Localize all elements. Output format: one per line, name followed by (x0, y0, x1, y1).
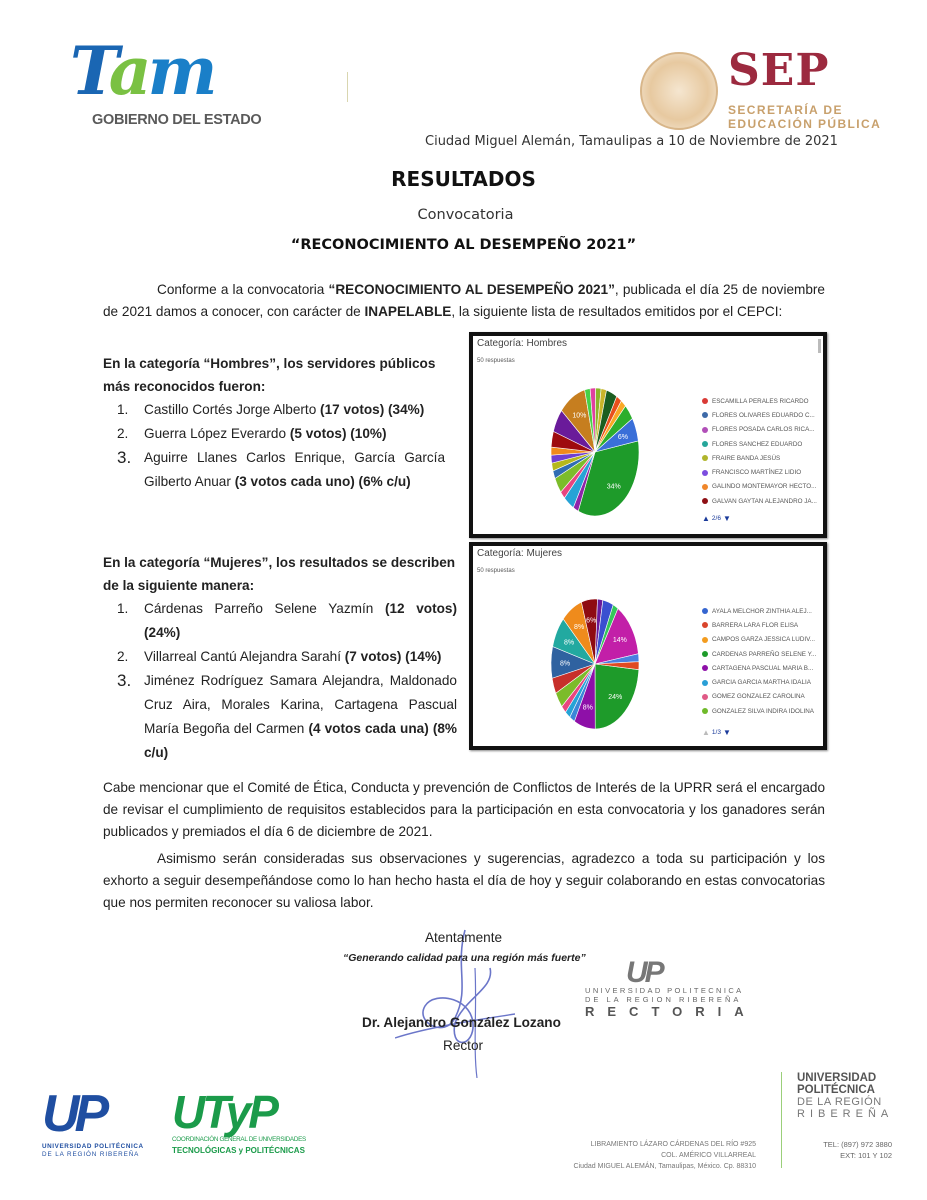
intro-text: , publicada el día 25 de noviembre de 2021 damos a conocer, con carácter de (103, 282, 825, 319)
chart-legend (702, 394, 817, 508)
footer-divider (781, 1072, 782, 1168)
legend-color-dot-icon (702, 398, 708, 404)
list-number: 2. (117, 426, 129, 441)
legend-pager (702, 728, 731, 737)
legend-color-dot-icon (702, 622, 708, 628)
chart-title: Categoría: Mujeres (477, 548, 563, 559)
university-line: UNIVERSIDAD (797, 1072, 877, 1084)
list-item (117, 446, 445, 494)
legend-label: GOMEZ GONZALEZ CAROLINA (712, 693, 805, 701)
subtitle (0, 207, 927, 223)
legend-prev-button[interactable]: ▲ (702, 728, 710, 737)
candidate-name: Cárdenas Parreño Selene Yazmín (144, 601, 385, 616)
address-line: COL. AMÉRICO VILLARREAL (661, 1152, 756, 1159)
legend-label: GONZALEZ SILVA INDIRA IDOLINA (712, 707, 814, 715)
list-item (117, 669, 457, 765)
list-number: 3. (117, 671, 132, 690)
legend-item[interactable] (702, 704, 816, 718)
legend-label: GALINDO MONTEMAYOR HECTO... (712, 483, 817, 491)
rector-name: Dr. Alejandro González Lozano (362, 1015, 561, 1030)
legend-item[interactable] (702, 465, 817, 479)
legend-item[interactable] (702, 494, 817, 508)
page-title-text: RESULTADOS (391, 167, 536, 191)
legend-label: ESCAMILLA PERALES RICARDO (712, 397, 809, 405)
subtitle-text: Convocatoria (417, 207, 514, 223)
university-wordmark (797, 1072, 893, 1120)
legend-label: FLORES POSADA CARLOS RICA... (712, 426, 815, 434)
legend-color-dot-icon (702, 427, 708, 433)
legend-item[interactable] (702, 618, 816, 632)
list-number: 1. (117, 402, 129, 417)
pie-slice-label: 8% (582, 704, 593, 712)
legend-item[interactable] (702, 423, 817, 437)
legend-label: BARRERA LARA FLOR ELISA (712, 621, 799, 629)
sep-logo-acronym: SEP (728, 45, 830, 96)
legend-item[interactable] (702, 408, 817, 422)
category-women (103, 551, 457, 765)
legend-label: CARDENAS PARREÑO SELENE Y... (712, 650, 817, 658)
address-line: LIBRAMIENTO LÁZARO CÁRDENAS DEL RÍO #925 (590, 1141, 756, 1148)
list-item (117, 597, 457, 645)
stamp-line: DE LA REGION RIBEREÑA (585, 995, 742, 1004)
phone-line: TEL: (897) 972 3880 (823, 1140, 892, 1149)
logo-letter: T (70, 32, 109, 110)
pie-slice-label: 6% (617, 434, 629, 442)
legend-color-dot-icon (702, 694, 708, 700)
pie-slice-label: 6% (586, 617, 597, 625)
stamp-logo-text: UP (626, 956, 662, 989)
footer-phone (808, 1139, 892, 1161)
sep-logo-line: SECRETARÍA DE (728, 103, 843, 117)
legend-next-button[interactable]: ▼ (722, 514, 731, 523)
list-number: 2. (117, 649, 129, 664)
legend-color-dot-icon (702, 455, 708, 461)
legend-page-indicator: 1/3 (711, 729, 721, 736)
legend-label: GARCIA GARCIA MARTHA IDALIA (712, 679, 811, 687)
signature-scribble-icon (395, 928, 515, 1078)
candidate-name: Aguirre Llanes Carlos Enrique, García García Gilberto Anuar (144, 450, 445, 489)
up-logo-line: UNIVERSIDAD POLITÉCNICA (42, 1143, 144, 1150)
pie-slice-label: 8% (563, 639, 575, 647)
pie-chart (545, 598, 645, 732)
sep-logo-text (728, 103, 881, 131)
list-item (117, 422, 445, 446)
legend-next-button[interactable]: ▼ (722, 728, 731, 737)
address-line: Ciudad MIGUEL ALEMÁN, Tamaulipas, México. Cp. 88310 (573, 1163, 756, 1170)
legend-item[interactable] (702, 690, 816, 704)
university-line: DE LA REGIÓN (797, 1096, 882, 1108)
legend-label: GALVAN GAYTAN ALEJANDRO JA... (712, 497, 817, 505)
pie-chart (545, 388, 645, 518)
chart-legend (702, 604, 816, 718)
legend-color-dot-icon (702, 470, 708, 476)
chart-responses: 50 respuestas (477, 358, 515, 364)
tam-government-logo (70, 32, 290, 130)
legend-color-dot-icon (702, 441, 708, 447)
phone-line: EXT: 101 Y 102 (840, 1151, 892, 1160)
legend-color-dot-icon (702, 665, 708, 671)
candidate-result: (3 votos cada uno) (6% c/u) (234, 474, 411, 489)
call-name-text: “RECONOCIMIENTO AL DESEMPEÑO 2021” (290, 237, 637, 253)
header-divider (347, 72, 348, 102)
motto: “Generando calidad para una región más fuerte” (343, 952, 586, 964)
chart-title: Categoría: Hombres (477, 338, 568, 349)
legend-color-dot-icon (702, 608, 708, 614)
legend-item[interactable] (702, 437, 817, 451)
stamp-line: UNIVERSIDAD POLITECNICA (585, 986, 744, 995)
results-list (103, 597, 457, 765)
legend-label: FLORES SANCHEZ EDUARDO (712, 440, 803, 448)
scrollbar[interactable] (818, 339, 821, 353)
candidate-result: (7 votos) (14%) (344, 649, 442, 664)
up-logo-text: UP (42, 1085, 105, 1143)
pie-slice-label: 34% (606, 483, 621, 491)
legend-item[interactable] (702, 633, 816, 647)
legend-pager (702, 514, 731, 523)
results-list (103, 398, 445, 494)
mexico-seal-icon (640, 52, 718, 130)
tam-logo-subtitle: GOBIERNO DEL ESTADO (92, 112, 262, 128)
legend-item[interactable] (702, 661, 816, 675)
intro-paragraph (103, 279, 825, 323)
pie-slice-label: 10% (572, 412, 587, 420)
date-line: Ciudad Miguel Alemán, Tamaulipas a 10 de Noviembre de 2021 (425, 134, 838, 149)
legend-color-dot-icon (702, 680, 708, 686)
sep-logo-line: EDUCACIÓN PÚBLICA (728, 117, 882, 131)
pie-slice-label: 8% (574, 624, 585, 632)
list-number: 1. (117, 601, 129, 616)
category-heading: En la categoría “Mujeres”, los resultados se describen de la siguiente manera: (103, 555, 456, 593)
intro-text: Conforme a la convocatoria (157, 282, 329, 297)
intro-bold-call: “RECONOCIMIENTO AL DESEMPEÑO 2021” (328, 282, 615, 297)
footer-address (520, 1139, 756, 1172)
page-title (0, 167, 927, 191)
legend-page-indicator: 2/6 (711, 515, 721, 522)
category-men (103, 352, 445, 494)
legend-label: FRANCISCO MARTÍNEZ LIDIO (712, 469, 802, 477)
candidate-result: (17 votos) (34%) (320, 402, 425, 417)
university-line: POLITÉCNICA (797, 1084, 875, 1096)
legend-prev-button[interactable]: ▲ (702, 514, 710, 523)
utp-logo (172, 1088, 276, 1136)
pie-slice-label: 8% (560, 660, 571, 668)
utp-logo-text: UTyP (172, 1086, 276, 1138)
legend-item[interactable] (702, 394, 817, 408)
candidate-result: (12 votos) (24%) (144, 601, 457, 640)
list-item (117, 398, 445, 422)
chart-men (469, 332, 827, 538)
utp-logo-line: COORDINACIÓN GENERAL DE UNIVERSIDADES (172, 1136, 306, 1143)
legend-color-dot-icon (702, 651, 708, 657)
legend-color-dot-icon (702, 708, 708, 714)
candidate-result: (4 votos cada una) (8% c/u) (144, 721, 457, 760)
candidate-name: Villarreal Cantú Alejandra Sarahí (144, 649, 345, 664)
pie-slice-label: 14% (612, 636, 627, 644)
legend-label: AYALA MELCHOR ZINTHIA ALEJ... (712, 607, 812, 615)
legend-label: FRAIRE BANDA JESÚS (712, 454, 781, 462)
candidate-name: Castillo Cortés Jorge Alberto (144, 402, 321, 417)
category-heading: En la categoría “Hombres”, los servidores públicos más reconocidos fueron: (103, 356, 436, 394)
pie-slice-label: 24% (608, 694, 623, 702)
candidate-name: Jiménez Rodríguez Samara Alejandra, Maldonado Cruz Aira, Morales Karina, Cartagena Pascual María Begoña del Carmen (144, 673, 457, 736)
closing-text: Asimismo serán consideradas sus observaciones y sugerencias, agradezco a toda su participación y los exhorto a seguir desempeñándose como lo han hecho hasta el día de hoy y seguir colaborando en estas convocatorias que nos permiten reconocer su valiosa labor. (103, 851, 825, 910)
legend-item[interactable] (702, 451, 817, 465)
legend-color-dot-icon (702, 637, 708, 643)
salutation (0, 930, 927, 945)
legend-item[interactable] (702, 480, 817, 494)
list-item (117, 645, 457, 669)
university-line: RIBEREÑA (797, 1108, 894, 1120)
utp-logo-line: TECNOLÓGICAS y POLITÉCNICAS (172, 1146, 305, 1155)
chart-responses: 50 respuestas (477, 568, 515, 574)
candidate-result: (5 votos) (10%) (289, 426, 387, 441)
candidate-name: Guerra López Everardo (144, 426, 290, 441)
chart-women (469, 542, 827, 750)
legend-label: CAMPOS GARZA JESSICA LUDIV... (712, 636, 815, 644)
call-name (0, 237, 927, 253)
closing-paragraph-1: Cabe mencionar que el Comité de Ética, Conducta y prevención de Conflictos de Interés de la UPRR será el encargado de revisar el cumplimiento de requisitos establecidos para la participación en esta convocatoria y los ganadores serán publicados y premiados el día 6 de diciembre de 2021. (103, 780, 825, 839)
stamp-line: RECTORIA (585, 1004, 757, 1019)
list-number: 3. (117, 448, 132, 467)
rectoria-stamp-logo (626, 956, 662, 990)
intro-bold-inapelable: INAPELABLE (364, 304, 452, 319)
legend-color-dot-icon (702, 412, 708, 418)
intro-text: , la siguiente lista de resultados emitidos por el CEPCI: (451, 304, 783, 319)
legend-item[interactable] (702, 604, 816, 618)
legend-item[interactable] (702, 647, 816, 661)
up-logo (42, 1085, 105, 1143)
legend-color-dot-icon (702, 498, 708, 504)
up-logo-line: DE LA REGIÓN RIBEREÑA (42, 1151, 140, 1158)
salutation-text: Atentamente (424, 930, 503, 945)
closing-paragraph-2 (103, 848, 825, 914)
legend-color-dot-icon (702, 484, 708, 490)
legend-item[interactable] (702, 675, 816, 689)
logo-letter: m (147, 32, 214, 110)
logo-letter: a (108, 32, 148, 110)
legend-label: FLORES OLIVARES EDUARDO C... (712, 411, 815, 419)
rector-title: Rector (443, 1038, 484, 1053)
legend-label: CARTAGENA PASCUAL MARIA B... (712, 664, 814, 672)
